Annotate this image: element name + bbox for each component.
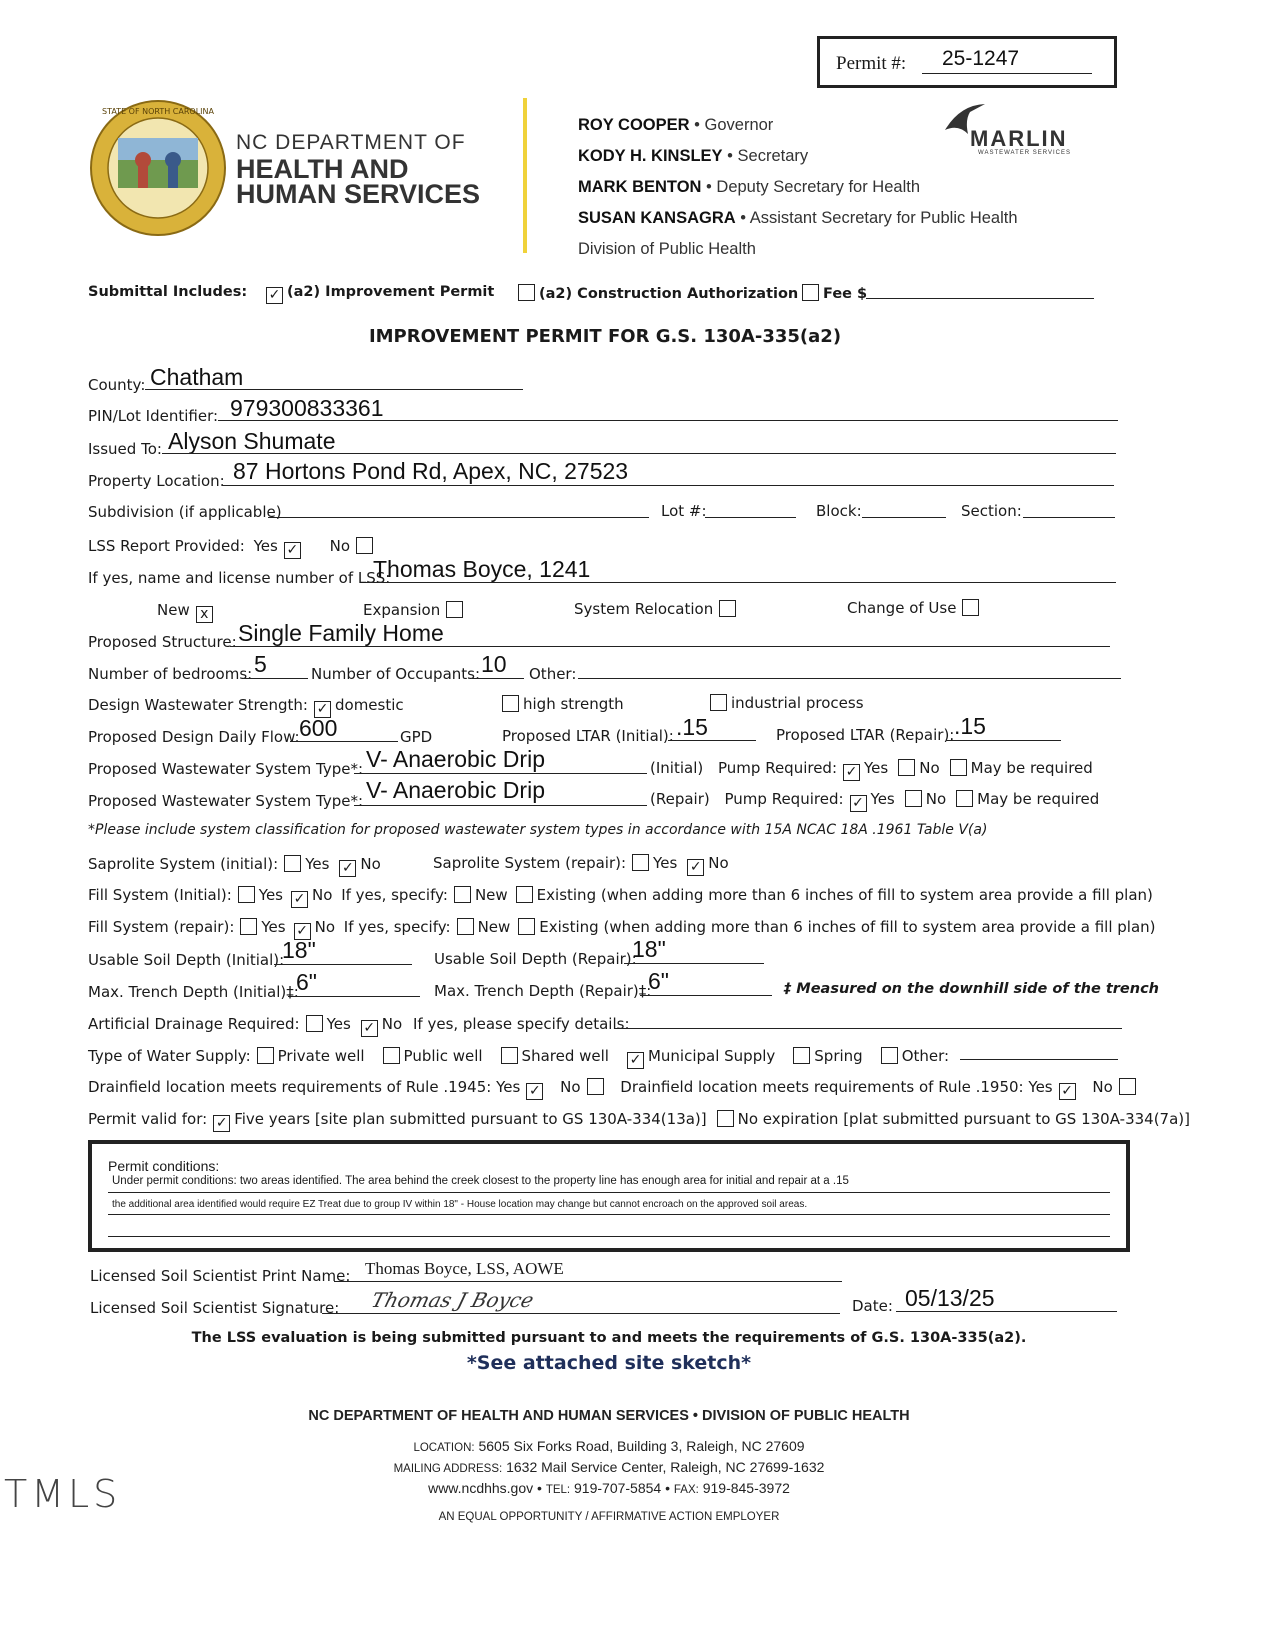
rule-1950-yes: Yes [1028, 1078, 1053, 1096]
gpd-label: GPD [400, 728, 433, 746]
five-years: Five years [site plan submitted pursuant to GS 130A-334(13a)] [234, 1110, 707, 1128]
strength-row [88, 696, 404, 718]
fill-rep-no: No [314, 918, 336, 936]
pump-init-label: Pump Required: [718, 759, 838, 777]
pump-rep-no: No [925, 790, 947, 808]
rule-1950-yes-checkbox[interactable]: ✓ [1059, 1083, 1076, 1100]
expansion-option[interactable] [363, 601, 467, 619]
drain-yes-checkbox[interactable] [306, 1015, 323, 1032]
tel-value: 919-707-5854 [574, 1480, 662, 1496]
fill-rep-note: (when adding more than 6 inches of fill to system area provide a fill plan) [603, 918, 1156, 936]
location-value: 5605 Six Forks Road, Building 3, Raleigh, NC 27609 [478, 1438, 805, 1454]
lss-no-checkbox[interactable] [356, 537, 373, 554]
soil-rep-label: Usable Soil Depth (Repair): [434, 950, 637, 968]
submittal-opt2[interactable] [512, 284, 798, 302]
no-expiration-checkbox[interactable] [717, 1110, 734, 1127]
property-label: Property Location: [88, 472, 225, 490]
permit-conditions-box [88, 1140, 1130, 1252]
other-water-checkbox[interactable] [881, 1047, 898, 1064]
sap-rep-no-checkbox[interactable]: ✓ [687, 859, 704, 876]
construction-checkbox[interactable] [518, 284, 535, 301]
structure-label: Proposed Structure: [88, 633, 237, 651]
yellow-divider [523, 98, 527, 253]
signature-label: Licensed Soil Scientist Signature: [90, 1299, 340, 1317]
dept-line1: NC DEPARTMENT OF [236, 131, 466, 154]
expansion-label: Expansion [363, 601, 441, 619]
form-title: IMPROVEMENT PERMIT FOR G.S. 130A-335(a2) [368, 326, 842, 347]
fill-init-existing-checkbox[interactable] [516, 886, 533, 903]
nc-state-seal [88, 98, 228, 238]
initial-tag: (Initial) [650, 759, 704, 777]
fill-init-specify: If yes, specify: [341, 886, 448, 904]
sap-init-no: No [360, 855, 381, 873]
expansion-checkbox[interactable] [446, 601, 463, 618]
lss-report-row [88, 537, 377, 559]
fill-init-existing: Existing [536, 886, 597, 904]
systype-rep-label: Proposed Wastewater System Type*: [88, 792, 364, 810]
relocation-option[interactable] [574, 600, 740, 618]
fee-label: Fee $ [823, 286, 868, 302]
mailing-value: 1632 Mail Service Center, Raleigh, NC 27699-1632 [506, 1459, 825, 1475]
tmls-watermark: TMLS [4, 1472, 122, 1516]
dept-title [236, 131, 480, 207]
improvement-checkbox[interactable]: ✓ [266, 287, 283, 304]
industrial-checkbox[interactable] [710, 694, 727, 711]
conditions-line2[interactable]: the additional area identified would require EZ Treat due to group IV within 18" - House location may change but cannot encroach on the approved soil areas. [112, 1199, 808, 1210]
sap-init-yes-checkbox[interactable] [284, 855, 301, 872]
drain-yes: Yes [326, 1015, 351, 1033]
official-1: ROY COOPER • Governor [578, 116, 774, 134]
fill-rep-no-checkbox[interactable]: ✓ [294, 923, 311, 940]
print-name-label: Licensed Soil Scientist Print Name: [90, 1267, 351, 1285]
pin-value[interactable]: 979300833361 [230, 395, 384, 421]
county-label: County: [88, 376, 146, 394]
drain-no: No [381, 1015, 403, 1033]
pump-rep-yes-checkbox[interactable]: ✓ [850, 795, 867, 812]
rule-1950-label: Drainfield location meets requirements of Rule .1950: [620, 1078, 1024, 1096]
fill-rep-existing: Existing [539, 918, 599, 936]
location-label: LOCATION: [413, 1442, 475, 1454]
fill-rep-yes-checkbox[interactable] [240, 918, 257, 935]
fill-init-new-checkbox[interactable] [454, 886, 471, 903]
repair-tag: (Repair) [650, 790, 710, 808]
official-4: SUSAN KANSAGRA • Assistant Secretary for Public Health [578, 209, 1018, 227]
submittal-opt3[interactable] [796, 284, 867, 302]
industrial-option[interactable] [704, 694, 864, 712]
change-label: Change of Use [847, 599, 957, 617]
division-name: Division of Public Health [578, 240, 756, 258]
section-label: Section: [961, 502, 1022, 520]
spring: Spring [814, 1047, 863, 1065]
pump-rep-yes: Yes [870, 790, 895, 808]
official-3: MARK BENTON • Deputy Secretary for Health [578, 178, 920, 196]
ltar-rep-value[interactable]: .15 [954, 713, 986, 739]
date-value[interactable]: 05/13/25 [905, 1285, 995, 1311]
conditions-line1[interactable]: Under permit conditions: two areas identified. The area behind the creek closest to the property line has enough area for initial and repair at a .15 [112, 1175, 849, 1187]
shared-well-checkbox[interactable] [501, 1047, 518, 1064]
lss-yes-label: Yes [253, 537, 278, 555]
submittal-label: Submittal Includes: [88, 284, 248, 300]
footer-eeo: AN EQUAL OPPORTUNITY / AFFIRMATIVE ACTION EMPLOYER [438, 1511, 780, 1523]
marlin-name: MARLIN [970, 126, 1068, 151]
flow-label: Proposed Design Daily Flow: [88, 728, 300, 746]
other-label: Other: [529, 665, 577, 683]
pin-label: PIN/Lot Identifier: [88, 407, 219, 425]
trench-note: ‡ Measured on the downhill side of the trench [784, 981, 1159, 997]
industrial-label: industrial process [731, 694, 864, 712]
change-option[interactable] [847, 599, 983, 617]
new-label: New [157, 601, 190, 619]
bedrooms-value[interactable]: 5 [254, 651, 267, 677]
sap-rep-no: No [708, 854, 729, 872]
lss-no-label: No [329, 537, 351, 555]
trench-rep-label: Max. Trench Depth (Repair)‡: [434, 982, 652, 1000]
soil-init-value[interactable]: 18" [282, 937, 316, 963]
fax-label: FAX: [673, 1484, 699, 1496]
fill-rep-new: New [477, 918, 511, 936]
issued-label: Issued To: [88, 440, 162, 458]
footer-location [0, 1438, 1218, 1454]
private-well-checkbox[interactable] [257, 1047, 274, 1064]
signature-value[interactable]: Thomas J Boyce [368, 1288, 537, 1312]
shared-well: Shared well [521, 1047, 609, 1065]
municipal-supply: Municipal Supply [647, 1047, 776, 1065]
tel-label: TEL: [545, 1484, 571, 1496]
private-well: Private well [277, 1047, 365, 1065]
rule-1950-no-checkbox[interactable] [1119, 1078, 1136, 1095]
new-checkbox[interactable]: x [196, 606, 213, 623]
issued-value[interactable]: Alyson Shumate [168, 428, 336, 454]
lss-report-label: LSS Report Provided: [88, 537, 245, 555]
soil-rep-value[interactable]: 18" [632, 936, 666, 962]
lss-name-label: If yes, name and license number of LSS: [88, 569, 391, 587]
valid-label: Permit valid for: [88, 1110, 208, 1128]
water-supply-row [88, 1047, 949, 1069]
fill-init-yes: Yes [258, 886, 283, 904]
sap-init-label: Saprolite System (initial): [88, 855, 279, 873]
submittal-row [88, 284, 247, 300]
rule-1945-no: No [560, 1078, 581, 1096]
property-value[interactable]: 87 Hortons Pond Rd, Apex, NC, 27523 [233, 458, 629, 484]
systype-init-value[interactable]: V- Anaerobic Drip [366, 746, 545, 772]
pump-rep-may-checkbox[interactable] [956, 790, 973, 807]
rule-1945-yes: Yes [496, 1078, 521, 1096]
conditions-label: Permit conditions: [108, 1158, 220, 1174]
permit-label: Permit #: [836, 53, 907, 74]
flow-value[interactable]: 600 [299, 715, 338, 741]
pump-init-may: May be required [970, 759, 1093, 777]
pump-rep-row [650, 790, 1099, 812]
five-years-checkbox[interactable]: ✓ [213, 1115, 230, 1132]
pump-rep-label: Pump Required: [724, 790, 844, 808]
pump-init-yes: Yes [864, 759, 889, 777]
permit-value: 25-1247 [942, 47, 1020, 70]
sap-rep-label: Saprolite System (repair): [433, 854, 627, 872]
svg-text:STATE OF NORTH CAROLINA: STATE OF NORTH CAROLINA [101, 107, 215, 116]
subdivision-label: Subdivision (if applicable) [88, 503, 282, 521]
systype-init-label: Proposed Wastewater System Type*: [88, 760, 364, 778]
improvement-label: (a2) Improvement Permit [287, 284, 495, 300]
rule-1945-no-checkbox[interactable] [587, 1078, 604, 1095]
pump-init-no-checkbox[interactable] [898, 759, 915, 776]
lss-statement: The LSS evaluation is being submitted pursuant to and meets the requirements of G.S. 130A-335(a2). [191, 1330, 1027, 1346]
saprolite-rep-row [433, 854, 729, 876]
sap-rep-yes: Yes [653, 854, 678, 872]
block-label: Block: [816, 502, 862, 520]
pump-rep-no-checkbox[interactable] [905, 790, 922, 807]
footer-mailing [0, 1459, 1218, 1475]
fill-init-no: No [312, 886, 333, 904]
public-well: Public well [403, 1047, 483, 1065]
permit-number-box [817, 36, 1117, 88]
change-checkbox[interactable] [962, 599, 979, 616]
municipal-checkbox[interactable]: ✓ [627, 1052, 644, 1069]
lss-name-value[interactable]: Thomas Boyce, 1241 [373, 556, 591, 582]
sap-init-yes: Yes [305, 855, 330, 873]
drainage-label: Artificial Drainage Required: [88, 1015, 300, 1033]
fill-init-yes-checkbox[interactable] [238, 886, 255, 903]
drain-details: If yes, please specify details: [412, 1015, 630, 1033]
fill-init-row [88, 886, 1153, 908]
county-value[interactable]: Chatham [150, 364, 244, 390]
fee-checkbox[interactable] [802, 284, 819, 301]
domestic-label: domestic [335, 696, 404, 714]
dept-line2: HEALTH AND [236, 154, 409, 184]
no-expiration: No expiration [plat submitted pursuant to GS 130A-334(7a)] [737, 1110, 1190, 1128]
print-name-value[interactable]: Thomas Boyce, LSS, AOWE [365, 1259, 564, 1278]
ltar-rep-label: Proposed LTAR (Repair): [776, 726, 955, 744]
pump-rep-may: May be required [977, 790, 1100, 808]
fill-init-label: Fill System (Initial): [88, 886, 232, 904]
drain-no-checkbox[interactable]: ✓ [361, 1020, 378, 1037]
marlin-sub: WASTEWATER SERVICES [978, 150, 1072, 156]
rule-1950-no: No [1092, 1078, 1113, 1096]
ltar-init-label: Proposed LTAR (Initial): [502, 727, 674, 745]
pump-init-no: No [919, 759, 940, 777]
fill-rep-row [88, 918, 1156, 940]
fill-rep-yes: Yes [261, 918, 286, 936]
other-water: Other: [901, 1047, 950, 1065]
domestic-checkbox[interactable]: ✓ [314, 701, 331, 718]
valid-row [88, 1110, 1190, 1132]
date-label: Date: [852, 1297, 893, 1315]
pump-init-yes-checkbox[interactable]: ✓ [843, 764, 860, 781]
bedrooms-label: Number of bedrooms: [88, 665, 253, 683]
high-strength-option[interactable] [496, 695, 624, 713]
water-label: Type of Water Supply: [88, 1047, 251, 1065]
dept-line3: HUMAN SERVICES [236, 179, 481, 209]
fill-rep-new-checkbox[interactable] [457, 918, 474, 935]
rule-1945-yes-checkbox[interactable]: ✓ [526, 1083, 543, 1100]
trench-rep-value[interactable]: 6" [648, 968, 669, 994]
fill-rep-specify: If yes, specify: [343, 918, 451, 936]
sap-init-no-checkbox[interactable]: ✓ [339, 860, 356, 877]
new-option[interactable] [157, 601, 217, 623]
spring-checkbox[interactable] [793, 1047, 810, 1064]
occupants-value[interactable]: 10 [481, 651, 507, 677]
strength-label: Design Wastewater Strength: [88, 696, 308, 714]
footer-contact: www.ncdhhs.gov • TEL: 919-707-5854 • FAX: 919-845-3972 [428, 1480, 790, 1496]
saprolite-init-row [88, 855, 381, 877]
rules-row [88, 1078, 1140, 1100]
classification-note: *Please include system classification for proposed wastewater system types in accordance with 15A NCAC 18A .1961 Table V(a) [88, 822, 988, 838]
fax-value: 919-845-3972 [702, 1480, 790, 1496]
lot-label: Lot #: [661, 502, 707, 520]
high-label: high strength [523, 695, 624, 713]
systype-rep-value[interactable]: V- Anaerobic Drip [366, 777, 545, 803]
mailing-label: MAILING ADDRESS: [393, 1463, 503, 1475]
trench-init-label: Max. Trench Depth (Initial)‡: [88, 983, 299, 1001]
website-link[interactable]: www.ncdhhs.gov [428, 1480, 534, 1496]
pump-init-row [650, 759, 1093, 781]
relocation-label: System Relocation [574, 600, 714, 618]
official-2: KODY H. KINSLEY • Secretary [578, 147, 809, 165]
public-well-checkbox[interactable] [383, 1047, 400, 1064]
fill-init-note: (when adding more than 6 inches of fill to system area provide a fill plan) [600, 886, 1153, 904]
rule-1945-label: Drainfield location meets requirements of Rule .1945: [88, 1078, 492, 1096]
construction-label: (a2) Construction Authorization [539, 286, 799, 302]
trench-init-value[interactable]: 6" [296, 969, 317, 995]
soil-init-label: Usable Soil Depth (Initial): [88, 951, 285, 969]
structure-value[interactable]: Single Family Home [238, 620, 444, 646]
fill-rep-label: Fill System (repair): [88, 918, 235, 936]
lss-yes-checkbox[interactable]: ✓ [284, 542, 301, 559]
fill-init-new: New [474, 886, 508, 904]
pump-init-may-checkbox[interactable] [950, 759, 967, 776]
fill-init-no-checkbox[interactable]: ✓ [291, 891, 308, 908]
footer-dept: NC DEPARTMENT OF HEALTH AND HUMAN SERVICES • DIVISION OF PUBLIC HEALTH [308, 1408, 910, 1424]
high-checkbox[interactable] [502, 695, 519, 712]
ltar-init-value[interactable]: .15 [676, 714, 708, 740]
drainage-row [88, 1015, 630, 1037]
occupants-label: Number of Occupants: [311, 665, 481, 683]
fill-rep-existing-checkbox[interactable] [518, 918, 535, 935]
site-sketch-note: *See attached site sketch* [466, 1352, 752, 1374]
relocation-checkbox[interactable] [719, 600, 736, 617]
submittal-opt1[interactable] [260, 284, 494, 304]
sap-rep-yes-checkbox[interactable] [632, 854, 649, 871]
